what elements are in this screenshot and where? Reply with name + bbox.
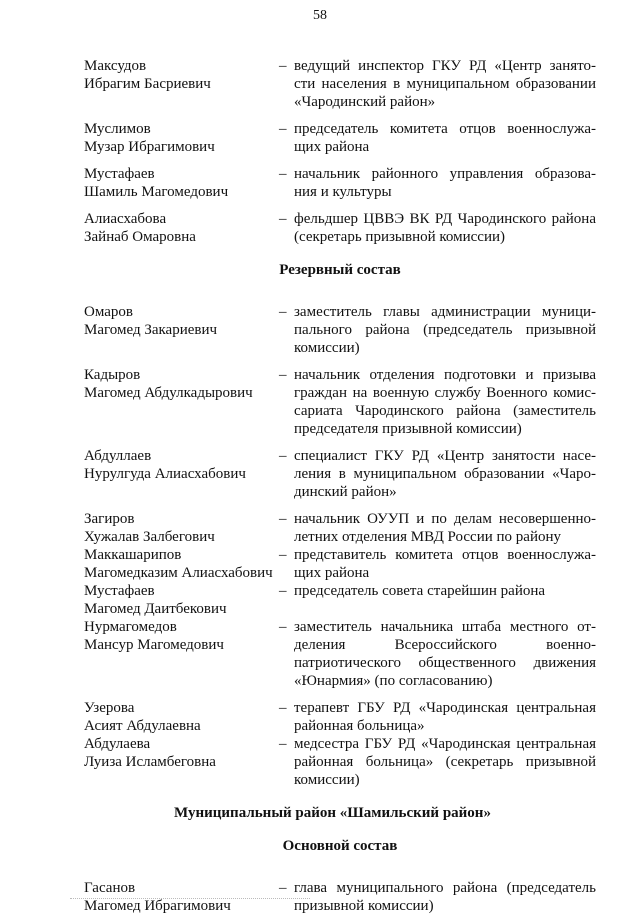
position-line: комиссии)	[294, 340, 360, 356]
position-line: сти населения в муниципальном образовании	[294, 76, 596, 92]
position-line: (секретарь призывной комиссии)	[294, 229, 505, 245]
position-line: специалист ГКУ РД «Центр занятости насе-	[294, 448, 596, 464]
dash-separator: –	[279, 367, 287, 383]
member-surname: Мустафаев	[84, 166, 155, 182]
dash-separator: –	[279, 166, 287, 182]
member-name	[84, 735, 279, 789]
member-given-names: Мансур Магомедович	[84, 637, 224, 653]
member-surname: Узерова	[84, 700, 135, 716]
dash-separator: –	[279, 58, 287, 74]
main-members-group	[84, 879, 596, 915]
member-given-names: Магомед Абдулкадырович	[84, 385, 253, 401]
position-line: председателя призывной комиссии)	[294, 421, 522, 437]
member-name	[84, 120, 279, 156]
member-surname: Маккашарипов	[84, 547, 182, 563]
member-name	[84, 210, 279, 246]
member-name	[84, 699, 279, 735]
member-position	[294, 447, 596, 501]
member-given-names: Ибрагим Басриевич	[84, 76, 211, 92]
member-name	[84, 510, 279, 546]
member-name	[84, 165, 279, 201]
position-line: «Юнармия» (по согласованию)	[294, 673, 493, 689]
commission-list	[84, 57, 596, 915]
member-surname: Нурмагомедов	[84, 619, 177, 635]
position-line: «Чародинский район»	[294, 94, 436, 110]
position-line: представитель комитета отцов военнослужа-	[294, 547, 596, 563]
member-entry	[84, 447, 596, 501]
member-entry	[84, 366, 596, 438]
main-heading: Основной состав	[282, 838, 398, 854]
member-surname: Алиасхабова	[84, 211, 167, 227]
position-line: районная больница»	[294, 718, 425, 734]
dash-separator: –	[279, 121, 287, 137]
member-position	[294, 546, 596, 582]
member-given-names: Луиза Исламбеговна	[84, 754, 216, 770]
position-line: граждан на военную службу Военного комис-	[294, 385, 596, 401]
dash-separator: –	[279, 304, 287, 320]
member-position	[294, 879, 596, 915]
dash-separator: –	[279, 880, 287, 896]
member-surname: Мустафаев	[84, 583, 155, 599]
member-position	[294, 510, 596, 546]
position-line: председатель комитета отцов военнослужа-	[294, 121, 596, 137]
reserve-members-group	[84, 699, 596, 789]
position-line: глава муниципального района (председатель	[294, 880, 596, 896]
member-entry	[84, 699, 596, 735]
member-position	[294, 303, 596, 357]
member-surname: Загиров	[84, 511, 135, 527]
member-entry	[84, 546, 596, 582]
member-position	[294, 120, 596, 156]
member-name	[84, 879, 279, 915]
member-given-names: Хужалав Залбегович	[84, 529, 215, 545]
member-given-names: Магомед Ибрагимович	[84, 898, 231, 914]
position-line: ления в муниципальном образовании «Чаро-	[294, 466, 596, 482]
reserve-members-group	[84, 303, 596, 501]
dash-separator: –	[279, 583, 287, 599]
member-name	[84, 447, 279, 501]
position-line: пального района (председатель призывной	[294, 322, 596, 338]
member-entry	[84, 879, 596, 915]
district-heading: Муниципальный район «Шамильский район»	[174, 805, 491, 821]
member-name	[84, 303, 279, 357]
member-surname: Максудов	[84, 58, 147, 74]
member-given-names: Шамиль Магомедович	[84, 184, 229, 200]
member-name	[84, 57, 279, 111]
member-name	[84, 618, 279, 690]
member-entry	[84, 210, 596, 246]
position-line: динский район»	[294, 484, 397, 500]
member-position	[294, 366, 596, 438]
member-given-names: Магомед Даитбекович	[84, 601, 227, 617]
member-position	[294, 699, 596, 735]
position-line: медсестра ГБУ РД «Чародинская центральная	[294, 736, 596, 752]
member-entry	[84, 57, 596, 111]
member-surname: Омаров	[84, 304, 133, 320]
member-given-names: Магомедказим Алиасхабович	[84, 565, 273, 581]
member-surname: Абдуллаев	[84, 448, 152, 464]
position-line: начальник отделения подготовки и призыва	[294, 367, 596, 383]
member-surname: Абдулаева	[84, 736, 151, 752]
member-entry	[84, 510, 596, 546]
member-entry	[84, 618, 596, 690]
position-line: ния и культуры	[294, 184, 392, 200]
member-given-names: Нурулгуда Алиасхабович	[84, 466, 246, 482]
member-position	[294, 165, 596, 201]
member-given-names: Музар Ибрагимович	[84, 139, 215, 155]
member-position	[294, 210, 596, 246]
member-surname: Муслимов	[84, 121, 151, 137]
page-footer-divider	[70, 898, 310, 900]
reserve-members-group	[84, 510, 596, 690]
member-given-names: Асият Абдулаевна	[84, 718, 201, 734]
member-entry	[84, 165, 596, 201]
member-position	[294, 618, 596, 690]
member-entry	[84, 120, 596, 156]
position-line: заместитель главы администрации муници-	[294, 304, 596, 320]
position-line: патриотического общественного движения	[294, 655, 596, 671]
position-line: начальник районного управления образова-	[294, 166, 596, 182]
dash-separator: –	[279, 619, 287, 635]
member-position	[294, 735, 596, 789]
dash-separator: –	[279, 448, 287, 464]
member-entry	[84, 735, 596, 789]
reserve-heading: Резервный состав	[279, 262, 401, 278]
member-position	[294, 57, 596, 111]
page-number: 58	[313, 8, 327, 23]
member-name	[84, 546, 279, 582]
position-line: щих района	[294, 139, 370, 155]
position-line: комиссии)	[294, 772, 360, 788]
position-line: щих района	[294, 565, 370, 581]
commission-members-group	[84, 57, 596, 246]
position-line: заместитель начальника штаба местного от-	[294, 619, 596, 635]
position-line: районная больница» (секретарь призывной	[294, 754, 596, 770]
member-given-names: Магомед Закариевич	[84, 322, 218, 338]
dash-separator: –	[279, 736, 287, 752]
dash-separator: –	[279, 211, 287, 227]
position-line: фельдшер ЦВВЭ ВК РД Чародинского района	[294, 211, 596, 227]
position-line: терапевт ГБУ РД «Чародинская центральная	[294, 700, 596, 716]
position-line: сариата Чародинского района (заместитель	[294, 403, 596, 419]
position-line: ведущий инспектор ГКУ РД «Центр занято-	[294, 58, 596, 74]
position-line: призывной комиссии)	[294, 898, 434, 914]
member-entry	[84, 582, 596, 618]
position-line: председатель совета старейшин района	[294, 583, 546, 599]
member-surname: Кадыров	[84, 367, 141, 383]
member-surname: Гасанов	[84, 880, 136, 896]
position-line: деления Всероссийского военно-	[294, 637, 596, 653]
dash-separator: –	[279, 547, 287, 563]
position-line: начальник ОУУП и по делам несовершенно-	[294, 511, 596, 527]
member-entry	[84, 303, 596, 357]
member-name	[84, 582, 279, 618]
member-name	[84, 366, 279, 438]
member-position	[294, 582, 596, 618]
position-line: летних отделения МВД России по району	[294, 529, 562, 545]
dash-separator: –	[279, 700, 287, 716]
member-given-names: Зайнаб Омаровна	[84, 229, 196, 245]
dash-separator: –	[279, 511, 287, 527]
